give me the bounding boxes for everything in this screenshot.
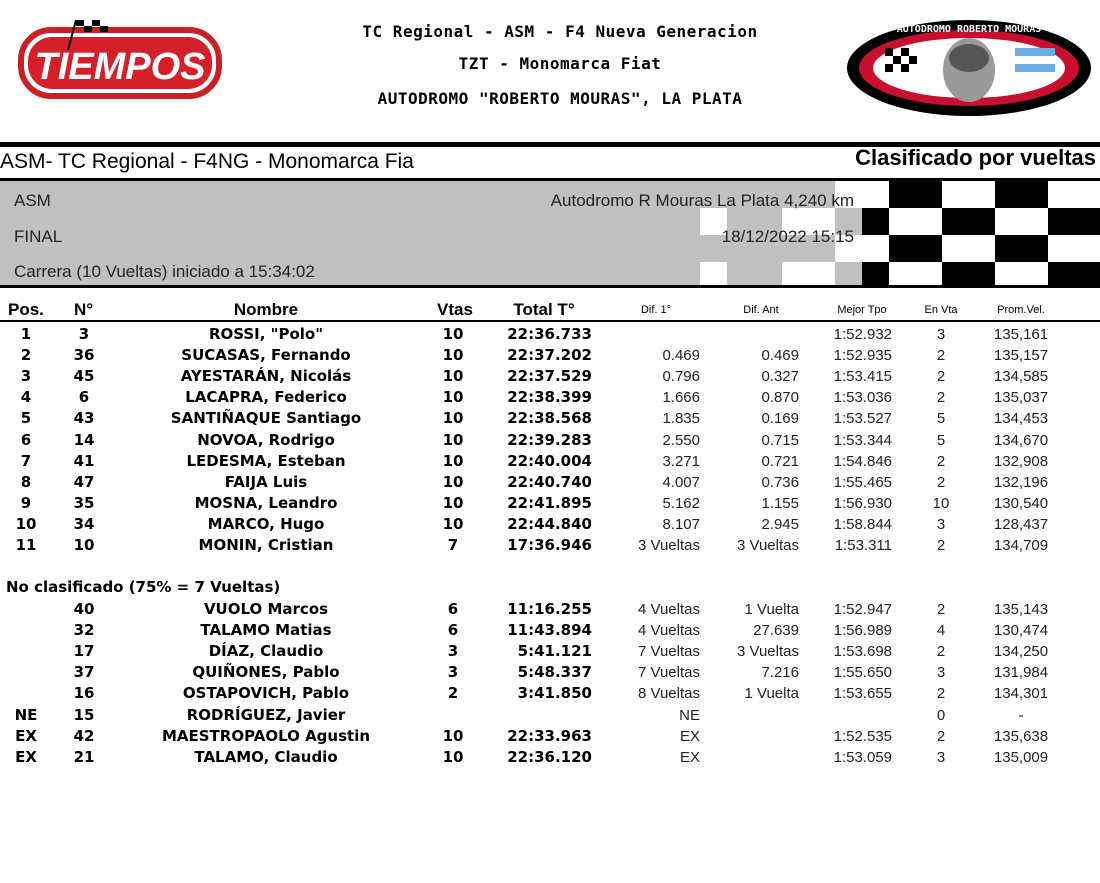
result-number: 17 [73,642,95,661]
result-laps: 10 [442,451,464,470]
result-dif-prev: 0.721 [761,452,799,470]
result-best-lap: 1:53.311 [834,537,892,554]
result-avg-speed: 135,037 [993,389,1049,407]
table-row [0,387,1100,408]
result-best-lap-number: 3 [936,664,946,682]
col-total: Total T° [513,300,575,319]
result-dif-first: 5.162 [662,494,700,512]
result-pos: 4 [20,388,32,407]
result-total-time: 17:36.946 [507,536,592,554]
result-pos: 1 [20,325,32,343]
result-laps: 6 [447,600,459,618]
result-avg-speed: 135,157 [993,347,1049,365]
result-avg-speed: 132,908 [993,452,1049,470]
svg-text:TIEMPOS: TIEMPOS [34,46,206,88]
result-dif-first: 3.271 [662,452,700,470]
result-pos: 8 [20,472,32,491]
result-number: 15 [73,705,95,724]
result-pos: 6 [20,430,32,449]
result-number: 47 [73,472,95,491]
result-number: 42 [73,726,95,745]
result-best-lap-number: 3 [936,748,946,766]
result-total-time: 22:36.120 [507,747,592,766]
table-row [0,747,1100,768]
result-best-lap-number: 10 [932,494,950,512]
result-best-lap-number: 5 [936,431,946,449]
result-number: 34 [73,514,95,533]
result-laps: 10 [442,346,464,365]
result-number: 40 [73,600,95,618]
result-number: 16 [73,684,95,703]
result-avg-speed: 134,453 [993,410,1049,428]
header-line-2: TZT - Monomarca Fiat [458,54,662,73]
result-dif-prev: 3 Vueltas [737,537,799,554]
result-laps: 10 [442,514,464,533]
result-dif-first: EX [679,727,700,745]
result-dif-first: EX [679,748,700,766]
result-total-time: 22:38.568 [507,409,592,428]
result-total-time: 22:41.895 [507,493,592,512]
race-label: Carrera (10 Vueltas) iniciado a 15:34:02 [14,262,315,281]
result-total-time: 5:41.121 [517,642,592,661]
result-number: 10 [73,536,95,554]
result-number: 37 [73,663,95,682]
result-best-lap: 1:53.655 [833,685,892,703]
datetime-label: 18/12/2022 15:15 [721,227,854,246]
result-number: 36 [73,346,95,365]
table-row [0,662,1100,683]
result-best-lap: 1:53.344 [833,431,892,449]
result-avg-speed: 134,709 [993,537,1049,554]
result-best-lap-number: 3 [936,515,946,533]
result-name: RODRÍGUEZ, Javier [186,705,346,724]
result-name: DÍAZ, Claudio [208,642,324,661]
result-best-lap: 1:52.947 [833,601,892,618]
result-laps: 10 [442,325,464,343]
result-dif-first: 1.835 [662,410,700,428]
sort-label: Clasificado por vueltas [855,145,1096,170]
result-pos: 3 [20,367,32,386]
result-best-lap: 1:52.932 [833,326,892,343]
result-total-time: 22:37.529 [507,367,592,386]
stage-label: FINAL [14,227,63,246]
table-row [0,451,1100,472]
col-pos: Pos. [8,300,44,319]
result-dif-first: 2.550 [662,431,700,449]
result-best-lap-number: 0 [936,706,946,724]
result-total-time: 22:40.740 [507,472,592,491]
col-best: Mejor Tpo [837,304,887,316]
header-line-1: TC Regional - ASM - F4 Nueva Generacion [362,22,758,41]
result-dif-first: 1.666 [662,389,700,407]
result-pos: 11 [15,536,37,554]
track-label: Autodromo R Mouras La Plata 4,240 km [550,191,854,210]
result-pos: NE [14,705,38,724]
result-laps: 3 [447,642,459,661]
result-dif-first: 7 Vueltas [638,664,700,682]
result-name: OSTAPOVICH, Pablo [182,684,350,703]
result-avg-speed: 131,984 [993,664,1049,682]
col-envta: En Vta [924,304,958,316]
result-laps: 10 [442,726,464,745]
result-laps: 10 [442,388,464,407]
result-name: AYESTARÁN, Nicolás [180,367,352,386]
result-avg-speed: 135,009 [993,748,1049,766]
col-difant: Dif. Ant [743,304,779,316]
result-dif-prev: 0.469 [761,347,799,365]
result-name: VUOLO Marcos [203,600,329,618]
result-best-lap: 1:53.698 [833,643,892,661]
table-row [0,514,1100,535]
result-pos: EX [15,747,37,766]
result-name: LEDESMA, Esteban [186,451,346,470]
col-dif1: Dif. 1° [640,304,672,316]
result-best-lap: 1:55.650 [833,664,892,682]
session-title: ASM- TC Regional - F4NG - Monomarca Fia [0,150,414,173]
result-pos: 9 [20,493,32,512]
result-name: NOVOA, Rodrigo [197,430,335,449]
col-prom: Prom.Vel. [997,304,1045,316]
result-best-lap: 1:53.415 [833,368,892,386]
result-name: MONIN, Cristian [198,536,334,554]
result-avg-speed: 134,250 [993,643,1049,661]
result-best-lap: 1:55.465 [833,473,892,491]
result-laps: 7 [447,536,459,554]
result-name: TALAMO Matias [200,621,332,640]
result-avg-speed: 130,474 [993,622,1049,640]
table-row [0,620,1100,641]
header-line-3: AUTODROMO "ROBERTO MOURAS", LA PLATA [377,89,743,108]
table-row [0,345,1100,366]
result-dif-prev: 0.169 [761,410,799,428]
result-best-lap-number: 2 [936,368,946,386]
result-best-lap-number: 2 [936,537,946,554]
result-avg-speed: 130,540 [993,494,1049,512]
result-laps: 10 [442,472,464,491]
result-laps: 10 [442,747,464,766]
result-dif-first: 3 Vueltas [638,537,700,554]
result-number: 14 [73,430,95,449]
club-label: ASM [14,191,51,210]
result-best-lap: 1:58.844 [833,515,892,533]
result-pos: 7 [20,451,32,470]
result-best-lap-number: 2 [936,643,946,661]
result-number: 21 [73,747,95,766]
result-total-time: 22:40.004 [507,451,592,470]
result-dif-prev: 1 Vuelta [744,685,799,703]
result-laps: 10 [442,493,464,512]
result-dif-first: 4.007 [662,473,700,491]
result-total-time: 22:37.202 [507,346,592,365]
table-row [0,599,1100,620]
result-name: FAIJA Luis [224,472,308,491]
table-row [0,472,1100,493]
header-rule [0,320,1100,322]
result-best-lap: 1:52.935 [833,347,892,365]
result-dif-prev: 0.870 [761,389,799,407]
result-avg-speed: 128,437 [993,515,1049,533]
result-laps: 2 [447,684,459,703]
table-row [0,493,1100,514]
result-dif-prev: 7.216 [761,664,799,682]
result-laps: 6 [447,621,459,640]
result-number: 6 [78,388,90,407]
result-number: 45 [73,367,95,386]
result-avg-speed: 135,143 [993,601,1049,618]
result-dif-prev: 2.945 [761,515,799,533]
session-info-box [0,178,1100,288]
result-best-lap: 1:53.059 [833,748,892,766]
result-best-lap-number: 4 [936,622,946,640]
svg-text:AUTODROMO ROBERTO MOURAS: AUTODROMO ROBERTO MOURAS [896,24,1042,35]
result-dif-prev: 27.639 [753,622,799,640]
result-pos: 2 [20,346,32,365]
col-laps: Vtas [437,300,473,319]
result-best-lap: 1:53.036 [833,389,892,407]
result-avg-speed: 134,670 [993,431,1049,449]
result-dif-first: 0.469 [662,347,700,365]
result-total-time: 22:38.399 [507,388,592,407]
result-avg-speed: 135,161 [993,326,1049,343]
table-row [0,705,1100,726]
result-best-lap: 1:53.527 [833,410,892,428]
not-classified-label: No clasificado (75% = 7 Vueltas) [6,578,281,596]
result-best-lap-number: 2 [936,601,946,618]
result-best-lap-number: 2 [936,452,946,470]
result-name: ROSSI, "Polo" [208,325,324,343]
result-total-time: 22:39.283 [507,430,592,449]
result-best-lap-number: 5 [936,410,946,428]
result-number: 43 [73,409,95,428]
table-row [0,366,1100,387]
result-dif-first: 8 Vueltas [638,685,700,703]
result-avg-speed: 132,196 [993,473,1049,491]
result-dif-first: 8.107 [662,515,700,533]
result-name: MARCO, Hugo [207,514,325,533]
result-laps: 10 [442,430,464,449]
table-row [0,535,1100,556]
table-row [0,726,1100,747]
result-pos: 5 [20,409,32,428]
result-best-lap-number: 2 [936,685,946,703]
result-name: SANTIÑAQUE Santiago [170,409,362,428]
result-dif-prev: 1.155 [761,494,799,512]
result-total-time: 3:41.850 [517,684,592,703]
result-best-lap: 1:52.535 [833,727,892,745]
result-total-time: 5:48.337 [517,663,592,682]
table-row [0,683,1100,704]
result-number: 35 [73,493,95,512]
table-row [0,430,1100,451]
result-avg-speed: 134,585 [993,368,1049,386]
table-row [0,324,1100,345]
result-number: 3 [78,325,90,343]
autodromo-logo [845,18,1093,118]
result-best-lap: 1:56.989 [833,622,892,640]
result-best-lap-number: 2 [936,727,946,745]
result-name: MAESTROPAOLO Agustin [161,726,371,745]
tiempos-logo [18,20,222,100]
result-best-lap: 1:56.930 [833,494,892,512]
result-best-lap-number: 2 [936,347,946,365]
table-row [0,641,1100,662]
result-name: SUCASAS, Fernando [181,346,351,365]
result-avg-speed: - [1018,706,1024,724]
result-best-lap-number: 3 [936,326,946,343]
result-dif-first: NE [679,706,700,724]
result-best-lap-number: 2 [936,473,946,491]
result-number: 32 [73,621,95,640]
result-pos: EX [15,726,37,745]
col-num: N° [74,300,94,319]
result-name: MOSNA, Leandro [194,493,338,512]
result-name: QUIÑONES, Pablo [192,663,340,682]
result-avg-speed: 134,301 [993,685,1049,703]
result-laps: 10 [442,409,464,428]
result-total-time: 11:16.255 [507,600,592,618]
result-total-time: 22:36.733 [507,325,592,343]
result-name: TALAMO, Claudio [194,747,338,766]
result-dif-first: 0.796 [662,368,700,386]
result-pos: 10 [15,514,37,533]
result-laps: 3 [447,663,459,682]
result-dif-prev: 0.715 [761,431,799,449]
result-dif-first: 7 Vueltas [638,643,700,661]
result-dif-prev: 1 Vuelta [744,601,799,618]
result-total-time: 11:43.894 [507,621,592,640]
result-dif-prev: 0.736 [761,473,799,491]
col-name: Nombre [233,300,299,319]
result-avg-speed: 135,638 [993,727,1049,745]
result-best-lap-number: 2 [936,389,946,407]
result-laps: 10 [442,367,464,386]
result-dif-first: 4 Vueltas [638,622,700,640]
result-total-time: 22:44.840 [507,514,592,533]
result-best-lap: 1:54.846 [833,452,892,470]
result-dif-prev: 0.327 [761,368,799,386]
table-row [0,408,1100,429]
result-name: LACAPRA, Federico [185,388,347,407]
result-total-time: 22:33.963 [507,726,592,745]
result-number: 41 [73,451,95,470]
result-dif-prev: 3 Vueltas [737,643,799,661]
result-dif-first: 4 Vueltas [638,601,700,618]
